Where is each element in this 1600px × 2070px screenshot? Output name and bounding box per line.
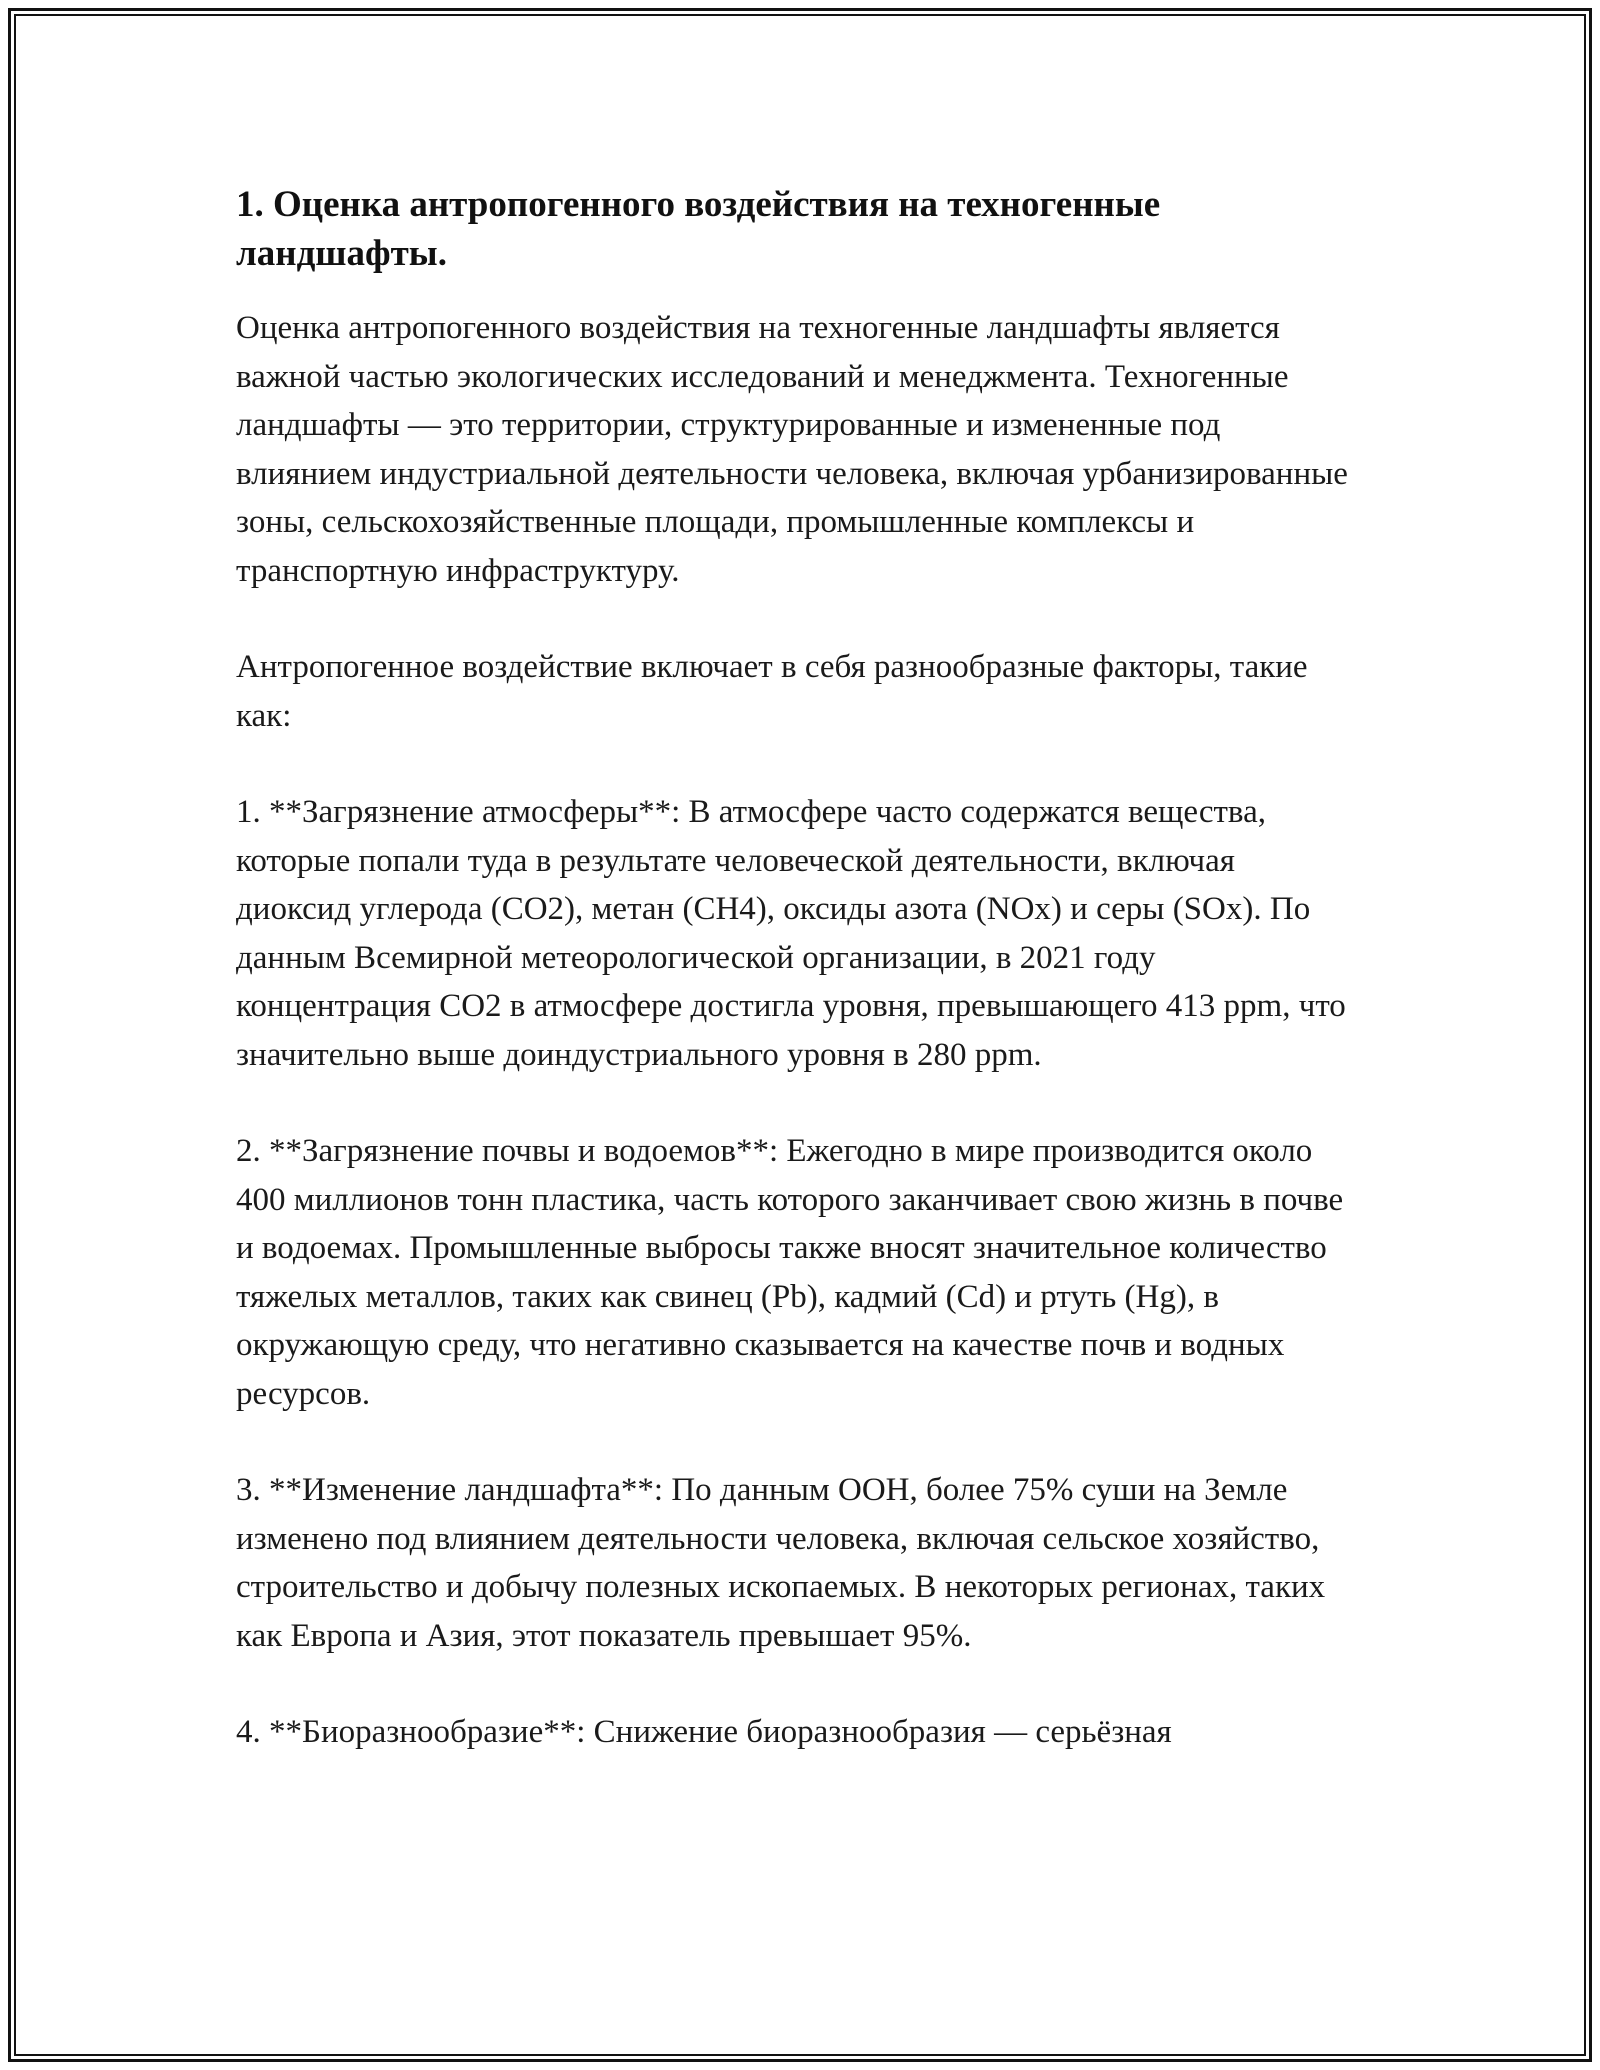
paragraph-landscape-change: 3. **Изменение ландшафта**: По данным ООН, более 75% суши на Земле изменено под влиянием деятельности человека, включая сельское хозяйство, строительство и добычу полезных ископаемых. В некоторых регионах, таких как Европа и Азия, этот показатель превышает 95%. bbox=[236, 1472, 1326, 1654]
paragraph-intro: Оценка антропогенного воздействия на техногенные ландшафты является важной частью экологических исследований и менеджмента. Техногенные ландшафты — это территории, структурированные и измененные под влиянием индустриальной деятельности человека, включая урбанизированные зоны, сельскохозяйственные площади, промышленные комплексы и транспортную инфраструктуру. bbox=[236, 310, 1348, 589]
paragraph-atmosphere-pollution: 1. **Загрязнение атмосферы**: В атмосфере часто содержатся вещества, которые попали туда в результате человеческой деятельности, включая диоксид углерода (CO2), метан (CH4), оксиды азота (NOx) и серы (SOx). По данным Всемирной метеорологической организации, в 2021 году концентрация CO2 в атмосфере достигла уровня, превышающего 413 ppm, что значительно выше доиндустриального уровня в 280 ppm. bbox=[236, 794, 1346, 1073]
paragraph-soil-water-pollution: 2. **Загрязнение почвы и водоемов**: Ежегодно в мире производится около 400 миллионов тонн пластика, часть которого заканчивает свою жизнь в почве и водоемах. Промышленные выбросы также вносят значительное количество тяжелых металлов, таких как свинец (Pb), кадмий (Cd) и ртуть (Hg), в окружающую среду, что негативно сказывается на качестве почв и водных ресурсов. bbox=[236, 1133, 1344, 1412]
document-body bbox=[236, 180, 1356, 1757]
section-heading: 1. Оценка антропогенного воздействия на техногенные ландшафты. bbox=[236, 184, 1161, 274]
paragraph-factors-lead: Антропогенное воздействие включает в себя разнообразные факторы, такие как: bbox=[236, 649, 1308, 734]
paragraph-biodiversity: 4. **Биоразнообразие**: Снижение биоразнообразия — серьёзная bbox=[236, 1714, 1172, 1750]
